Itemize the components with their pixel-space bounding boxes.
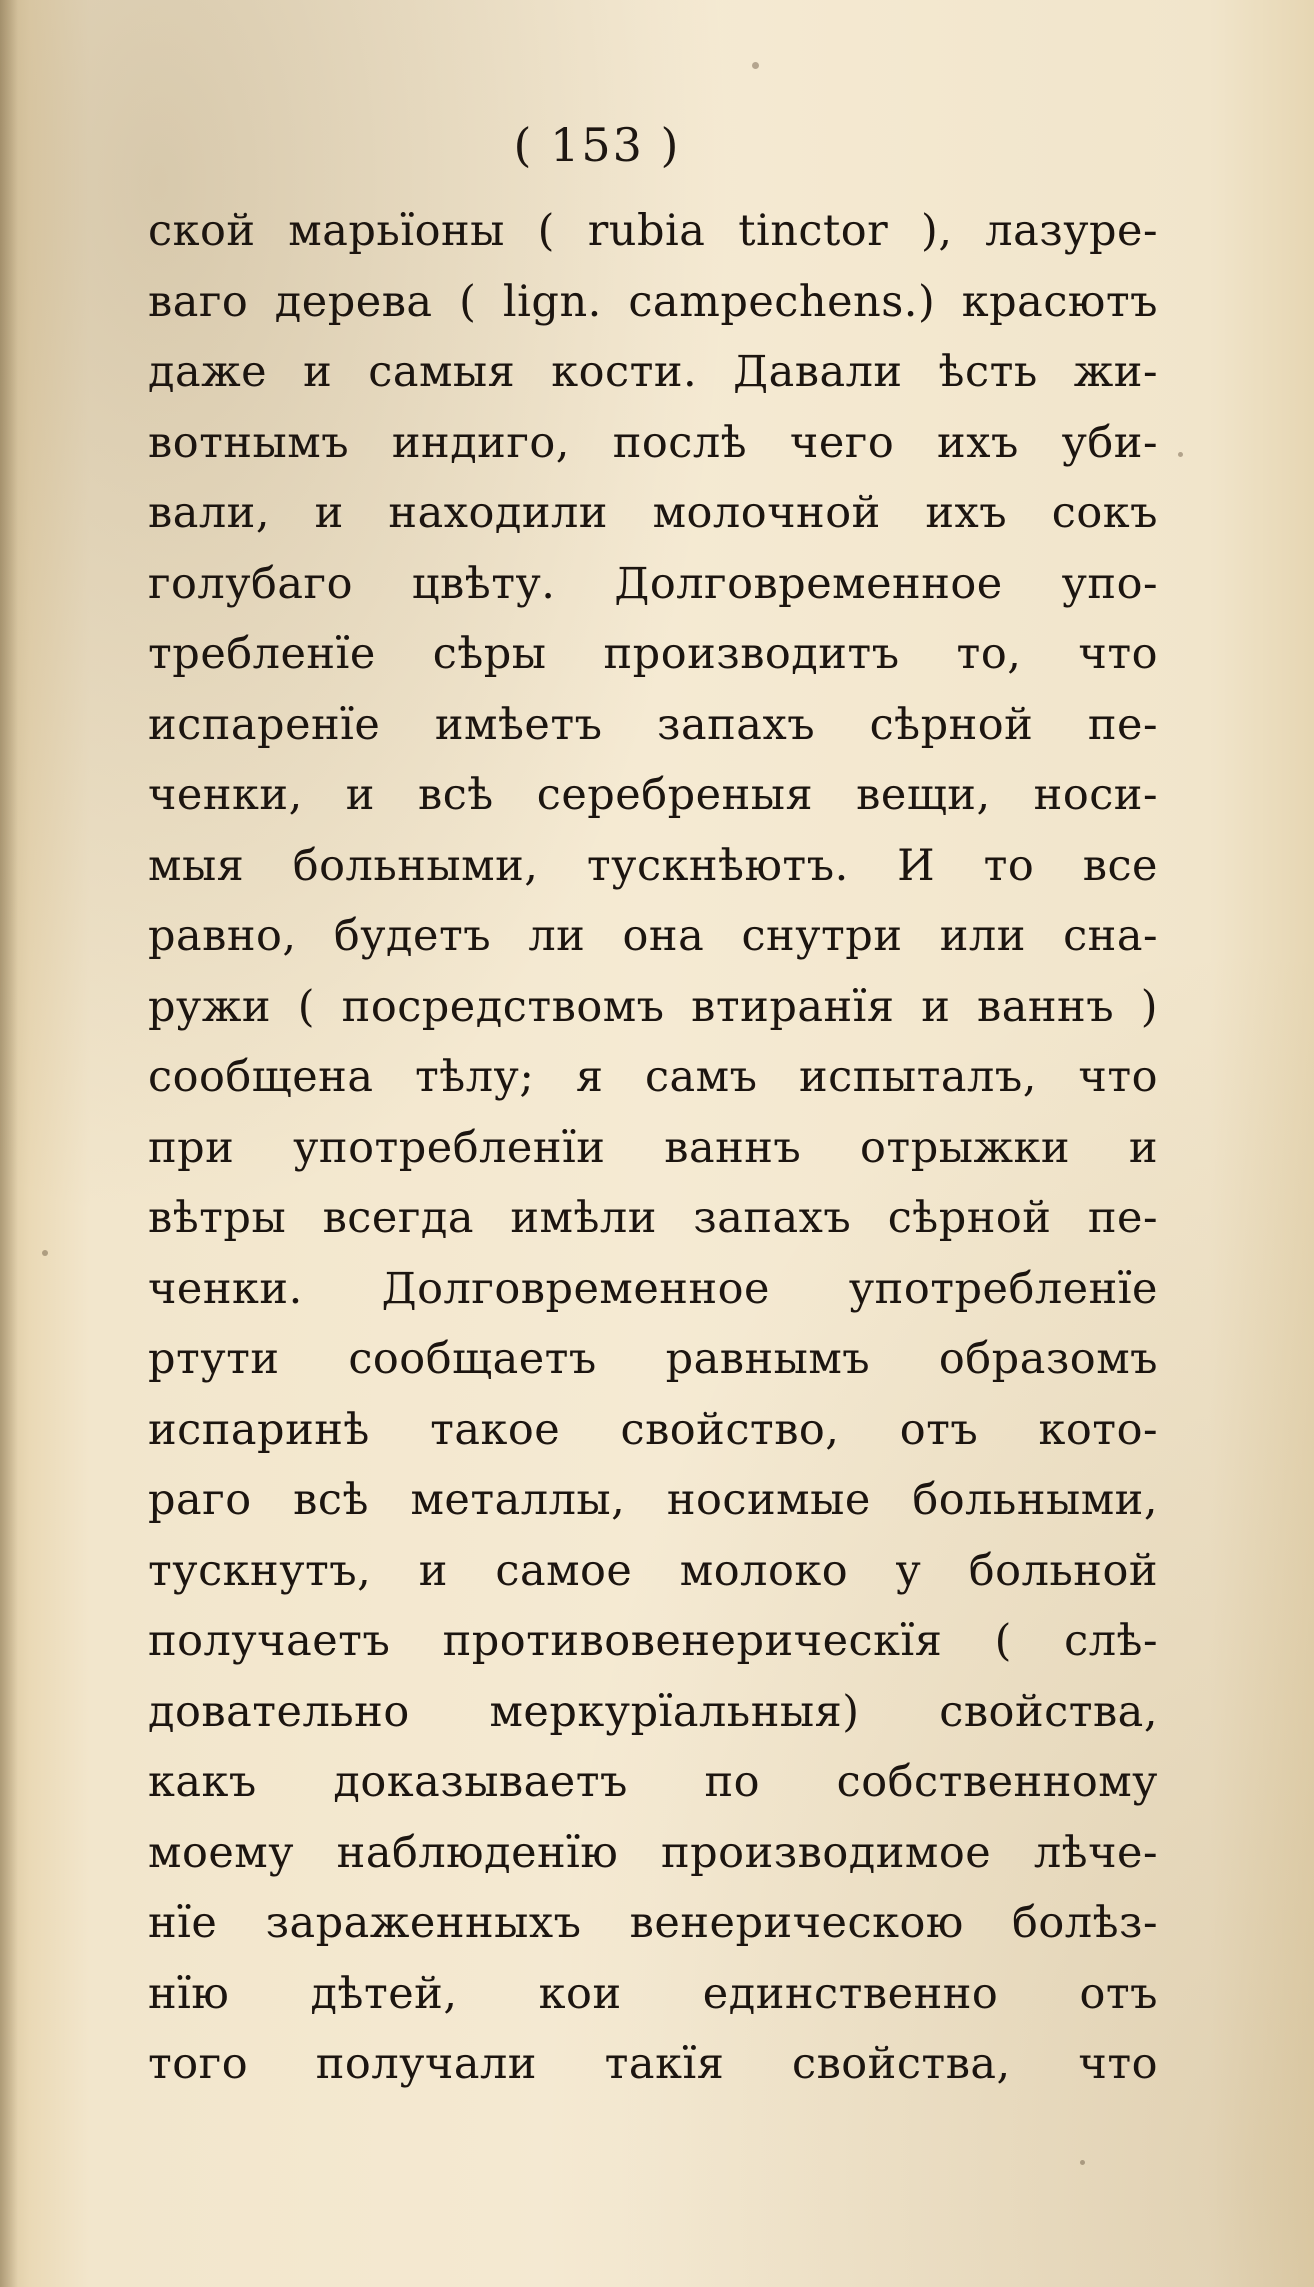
page-number: ( 153 ) [513,118,681,172]
paper-speck [1080,2160,1085,2165]
text-line: ченки, и всѣ серебреныя вещи, носи- [148,770,1158,820]
text-line: требленїе сѣры производитъ то, что [148,629,1158,679]
text-line: равно, будетъ ли она снутри или сна- [148,911,1158,961]
text-line: раго всѣ металлы, носимые больными, [148,1475,1158,1525]
text-line: голубаго цвѣту. Долговременное упо- [148,558,1158,609]
text-line: того получали такїя свойства, что [148,2039,1158,2089]
text-line: нїю дѣтей, кои единственно отъ [148,1968,1158,2019]
text-line: ской марьїоны ( rubia tinctor ), лазуре- [148,206,1158,256]
paper-speck [1178,452,1183,457]
text-line: мыя больными, тускнѣютъ. И то все [148,840,1158,891]
text-line: ружи ( посредствомъ втиранїя и ваннъ ) [148,981,1158,1032]
page-body-text [148,196,1158,2100]
text-line: вотнымъ индиго, послѣ чего ихъ уби- [148,417,1158,468]
text-line: вали, и находили молочной ихъ сокъ [148,488,1158,538]
text-line: получаетъ противовенерическїя ( слѣ- [148,1616,1158,1666]
text-line: при употребленїи ваннъ отрыжки и [148,1122,1158,1173]
text-line: тускнутъ, и самое молоко у больной [148,1545,1158,1596]
text-line: довательно меркурїальныя) свойства, [148,1686,1158,1737]
text-line: вѣтры всегда имѣли запахъ сѣрной пе- [148,1193,1158,1243]
page-binding-shadow [0,0,18,2287]
paper-speck [752,62,759,69]
text-line: даже и самыя кости. Давали ѣсть жи- [148,347,1158,397]
text-line: ваго дерева ( lign. campechens.) красютъ [148,276,1158,327]
text-line: испаринѣ такое свойство, отъ кото- [148,1404,1158,1455]
text-line: какъ доказываетъ по собственному [148,1757,1158,1807]
text-line: ртути сообщаетъ равнымъ образомъ [148,1334,1158,1384]
text-line: сообщена тѣлу; я самъ испыталъ, что [148,1052,1158,1102]
text-line: нїе зараженныхъ венерическою болѣз- [148,1898,1158,1948]
text-line: моему наблюденїю производимое лѣче- [148,1827,1158,1878]
text-line: ченки. Долговременное употребленїе [148,1263,1158,1314]
text-line: испаренїе имѣетъ запахъ сѣрной пе- [148,699,1158,750]
paper-speck [42,1250,48,1256]
